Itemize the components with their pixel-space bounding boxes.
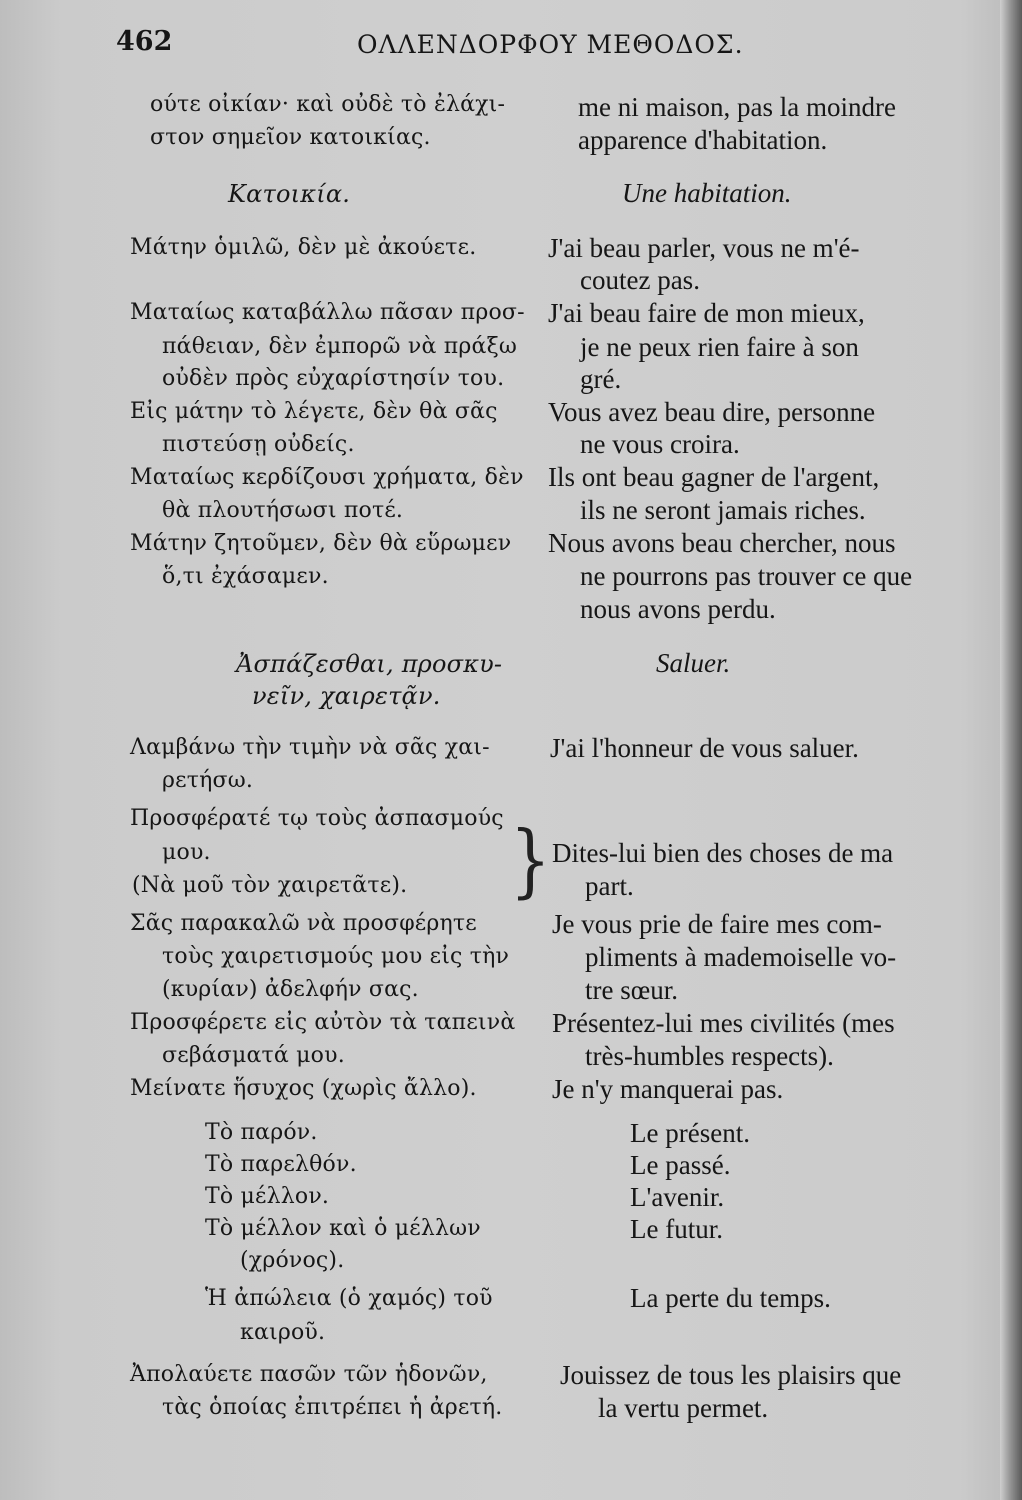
french-line: Nous avons beau chercher, nous bbox=[548, 528, 896, 558]
greek-line: θὰ πλουτήσωσι ποτέ. bbox=[162, 498, 404, 523]
greek-line: τὰς ὁποίας ἐπιτρέπει ἡ ἀρετή. bbox=[162, 1395, 503, 1420]
french-line: ne vous croira. bbox=[580, 429, 740, 459]
greek-line: Μάτην ζητοῦμεν, δὲν θὰ εὕρωμεν bbox=[130, 531, 512, 556]
french-line: La perte du temps. bbox=[630, 1283, 831, 1313]
french-line: Jouissez de tous les plaisirs que bbox=[560, 1360, 902, 1390]
greek-line: Τὸ παρόν. bbox=[205, 1120, 318, 1145]
greek-line: Τὸ παρελθόν. bbox=[205, 1152, 357, 1177]
book-spine-shadow bbox=[1000, 0, 1022, 1500]
french-line: Le présent. bbox=[630, 1118, 750, 1148]
french-line: je ne peux rien faire à son bbox=[580, 332, 859, 362]
french-line: part. bbox=[585, 871, 634, 901]
french-line: Ils ont beau gagner de l'argent, bbox=[548, 462, 880, 492]
greek-line: μου. bbox=[162, 840, 211, 865]
greek-line: τοὺς χαιρετισμούς μου εἰς τὴν bbox=[162, 944, 510, 969]
french-line: Le passé. bbox=[630, 1150, 731, 1180]
greek-line: Τὸ μέλλον. bbox=[205, 1184, 330, 1209]
greek-line: στον σημεῖον κατοικίας. bbox=[150, 125, 431, 150]
french-line: J'ai l'honneur de vous saluer. bbox=[550, 733, 859, 763]
greek-line: ούτε οἰκίαν· καὶ οὐδὲ τὸ ἐλάχι- bbox=[150, 92, 506, 117]
greek-line: Μείνατε ἥσυχος (χωρὶς ἄλλο). bbox=[130, 1076, 477, 1101]
french-heading: Saluer. bbox=[656, 648, 731, 678]
greek-line: Ἡ ἀπώλεια (ὁ χαμός) τοῦ bbox=[205, 1286, 493, 1311]
french-line: la vertu permet. bbox=[598, 1393, 769, 1423]
french-line: ne pourrons pas trouver ce que bbox=[580, 561, 913, 591]
greek-line: Προσφέρατέ τῳ τοὺς ἀσπασμούς bbox=[130, 806, 504, 831]
french-line: coutez pas. bbox=[580, 265, 700, 295]
french-line: me ni maison, pas la moindre bbox=[578, 92, 896, 122]
french-line: Le futur. bbox=[630, 1214, 723, 1244]
greek-line: Λαμβάνω τὴν τιμὴν νὰ σᾶς χαι- bbox=[130, 735, 490, 760]
greek-line: Ἀπολαύετε πασῶν τῶν ἡδονῶν, bbox=[130, 1362, 488, 1387]
greek-heading: Κατοικία. bbox=[228, 180, 351, 208]
french-line: Je vous prie de faire mes com- bbox=[552, 909, 882, 939]
greek-line: Ματαίως κερδίζουσι χρήματα, δὲν bbox=[130, 465, 524, 490]
french-line: Présentez-lui mes civilités (mes bbox=[552, 1008, 895, 1038]
running-title: ΟΛΛΕΝΔΟΡΦΟΥ ΜΕΘΟΔΟΣ. bbox=[357, 30, 744, 59]
greek-line: καιροῦ. bbox=[240, 1320, 326, 1345]
french-line: tre sœur. bbox=[585, 975, 678, 1005]
french-heading: Une habitation. bbox=[622, 178, 792, 208]
greek-line: οὐδὲν πρὸς εὐχαρίστησίν του. bbox=[162, 366, 505, 391]
french-line: Je n'y manquerai pas. bbox=[552, 1074, 784, 1104]
page-number: 462 bbox=[116, 26, 173, 57]
french-line: gré. bbox=[580, 364, 622, 394]
greek-line: (κυρίαν) ἀδελφήν σας. bbox=[162, 977, 419, 1002]
french-line: apparence d'habitation. bbox=[578, 125, 828, 155]
french-line: très-humbles respects). bbox=[585, 1041, 834, 1071]
greek-line: πιστεύσῃ οὐδείς. bbox=[162, 432, 355, 457]
greek-line: Μάτην ὁμιλῶ, δὲν μὲ ἀκούετε. bbox=[130, 235, 477, 260]
greek-line: Ματαίως καταβάλλω πᾶσαν προσ- bbox=[130, 300, 525, 325]
greek-line: ρετήσω. bbox=[162, 768, 254, 793]
french-line: Dites-lui bien des choses de ma bbox=[552, 838, 894, 868]
greek-line: Προσφέρετε εἰς αὐτὸν τὰ ταπεινὰ bbox=[130, 1010, 516, 1035]
greek-line: Τὸ μέλλον καὶ ὁ μέλλων bbox=[205, 1216, 481, 1241]
brace-bracket: } bbox=[510, 815, 551, 908]
french-line: L'avenir. bbox=[630, 1182, 725, 1212]
greek-line: ὅ,τι ἐχάσαμεν. bbox=[162, 564, 329, 589]
greek-heading: νεῖν, χαιρετᾷν. bbox=[252, 682, 441, 710]
french-line: Vous avez beau dire, personne bbox=[548, 397, 876, 427]
greek-line: Εἰς μάτην τὸ λέγετε, δὲν θὰ σᾶς bbox=[130, 399, 498, 424]
french-line: pliments à mademoiselle vo- bbox=[585, 942, 897, 972]
french-line: J'ai beau parler, vous ne m'é- bbox=[548, 233, 860, 263]
greek-line: (χρόνος). bbox=[240, 1248, 345, 1273]
greek-line: (Νὰ μοῦ τὸν χαιρετᾶτε). bbox=[132, 873, 408, 898]
greek-line: πάθειαν, δὲν ἐμπορῶ νὰ πράξω bbox=[162, 334, 518, 359]
greek-line: Σᾶς παρακαλῶ νὰ προσφέρητε bbox=[130, 911, 477, 936]
french-line: J'ai beau faire de mon mieux, bbox=[548, 298, 865, 328]
french-line: ils ne seront jamais riches. bbox=[580, 495, 866, 525]
greek-line: σεβάσματά μου. bbox=[162, 1043, 345, 1068]
greek-heading: Ἀσπάζεσθαι, προσκυ- bbox=[236, 650, 503, 678]
french-line: nous avons perdu. bbox=[580, 594, 776, 624]
